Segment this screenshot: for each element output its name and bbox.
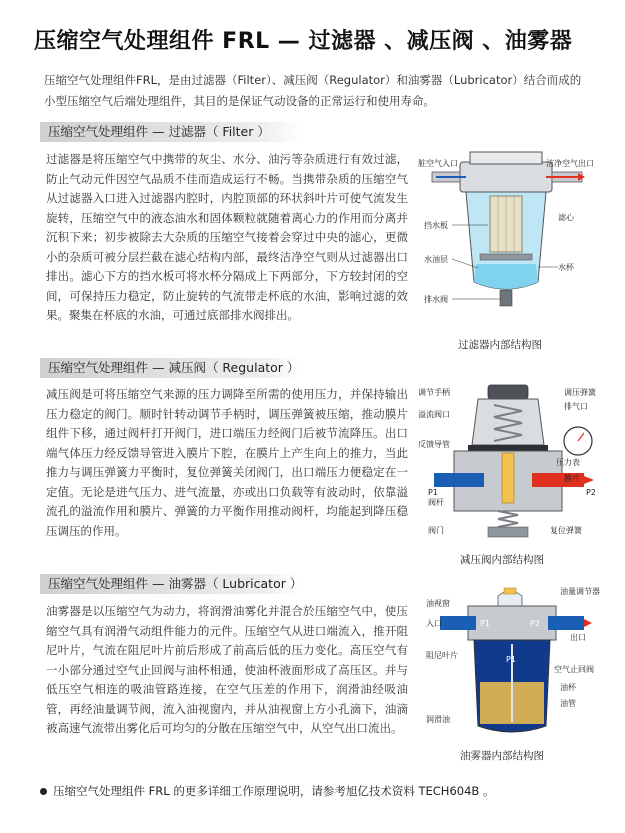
lubricator-label-p1b: P1 [506, 655, 516, 664]
regulator-label-diaphragm: 膜片 [564, 474, 580, 483]
lubricator-description: 油雾器是以压缩空气为动力，将润滑油雾化并混合於压缩空气中，使压缩空气具有润滑气动组件能力的元件。压缩空气从进口端流入，推开阻尼叶片，气流在阻尼叶片前后形成了前高后低的压力变化。高压空气有一小部分通过空气止回阀与油杯相通，使油杯液面形成了高压区。并与低压空气相连的吸油管路连接，在空气压差的作用下，润滑油经吸油管，再经油量调节阀，流入油视窗内，并从油视窗上方小孔滴下，油滴被高速气流带出雾化后可均匀的分散在压缩空气中，从空气出口流出。 [46, 604, 408, 735]
regulator-label-overflow: 溢流阀口 [418, 410, 450, 419]
filter-description: 过滤器是将压缩空气中携带的灰尘、水分、油污等杂质进行有效过滤，防止气动元件因空气品质不佳而造成运行不畅。当携带杂质的压缩空气从过滤器入口进入过滤器内腔时，内腔顶部的环状斜叶片可使气流发生旋转，压缩空气中的液态油水和固体颗粒就随着离心力的作用而分离并沉积下来；初步被除去大杂质的压缩空气接着会穿过中央的滤心，更微小的杂质可被分层拦截在滤心结构内部，最终洁净空气则从过滤器出口排出。滤心下方的挡水板可将水杯分隔成上下两部分，下方较封闭的空间，可保持压力稳定，防止旋转的气流带走杯底的水油，影响过滤的效果。聚集在杯底的水油，可通过底部排水阀排出。 [46, 152, 408, 322]
filter-label-cup: 水杯 [558, 263, 574, 272]
intro-paragraph: 压缩空气处理组件FRL，是由过滤器（Filter）、减压阀（Regulator）和油雾器（Lubricator）结合而成的小型压缩空气后端处理组件，其目的是保证气动设备的正常运行和使用寿命。 [44, 73, 582, 108]
regulator-label-gauge: 压力表 [556, 458, 580, 467]
regulator-label-return: 复位弹簧 [550, 526, 582, 535]
footer-note [40, 783, 600, 799]
regulator-caption: 减压阀内部结构图 [460, 554, 544, 566]
section-heading-lubricator: 压缩空气处理组件 — 油雾器（ Lubricator ） [40, 574, 300, 594]
footer-text: 压缩空气处理组件 FRL 的更多详细工作原理说明，请参考旭亿技术资料 TECH604B 。 [53, 784, 495, 798]
filter-label-filter: 滤心 [558, 213, 574, 222]
regulator-label-p2: P2 [586, 488, 596, 497]
regulator-label-feedback: 反馈导管 [418, 440, 450, 449]
filter-label-inlet: 脏空气入口 [418, 159, 458, 168]
lubricator-label-tube: 油管 [560, 699, 576, 708]
lubricator-label-sight: 油视窗 [426, 599, 450, 608]
filter-label-drain: 排水阀 [424, 295, 448, 304]
regulator-label-knob: 调节手柄 [418, 388, 450, 397]
lubricator-label-p1a: P1 [480, 619, 490, 628]
lubricator-label-adjust: 油量调节器 [560, 587, 600, 596]
bullet-icon [40, 788, 47, 795]
filter-caption: 过滤器内部结构图 [458, 339, 542, 351]
regulator-label-valve: 阀门 [428, 526, 444, 535]
regulator-diagram [414, 383, 604, 551]
filter-diagram [418, 150, 598, 330]
regulator-label-p1: P1 [428, 488, 438, 497]
section-heading-filter: 压缩空气处理组件 — 过滤器（ Filter ） [40, 122, 300, 142]
regulator-label-stem: 阀杆 [428, 498, 444, 507]
filter-label-blade: 挡水板 [424, 221, 448, 230]
filter-label-outlet: 洁净空气出口 [546, 159, 594, 168]
lubricator-diagram [420, 586, 600, 746]
regulator-description: 减压阀是可将压缩空气来源的压力调降至所需的使用压力，并保持输出压力稳定的阀门。顺时针转动调节手柄时，调压弹簧被压缩，推动膜片组件下移，通过阀杆打开阀门，进口端压力经阀门后被节流降压。出口端气体压力经反馈导管进入膜片下腔，在膜片上产生向上的推力，当此推力与调压弹簧力平衡时，复位弹簧关闭阀门，出口端压力便稳定在一定值。无论是进气压力、进气流量，亦或出口负载等有波动时，依靠溢流孔的溢流作用和膜片、弹簧的力平衡作用推动阀杆，均能起到降压稳压调压的作用。 [46, 387, 408, 538]
lubricator-label-damper: 阻尼叶片 [426, 651, 458, 660]
lubricator-label-check: 空气止回阀 [554, 665, 594, 674]
section-heading-regulator: 压缩空气处理组件 — 减压阀（ Regulator ） [40, 358, 300, 378]
filter-label-water: 水油层 [424, 255, 448, 264]
lubricator-label-outlet: 出口 [570, 633, 586, 642]
regulator-label-vent: 排气口 [564, 402, 588, 411]
lubricator-label-p2: P2 [530, 619, 540, 628]
lubricator-label-oil: 润滑油 [426, 715, 450, 724]
page-title: 压缩空气处理组件 FRL — 过滤器 、减压阀 、油雾器 [34, 29, 573, 54]
regulator-label-spring: 调压弹簧 [564, 388, 596, 397]
lubricator-caption: 油雾器内部结构图 [460, 750, 544, 762]
lubricator-label-inlet: 入口 [426, 619, 442, 628]
lubricator-label-cup: 油杯 [560, 683, 576, 692]
